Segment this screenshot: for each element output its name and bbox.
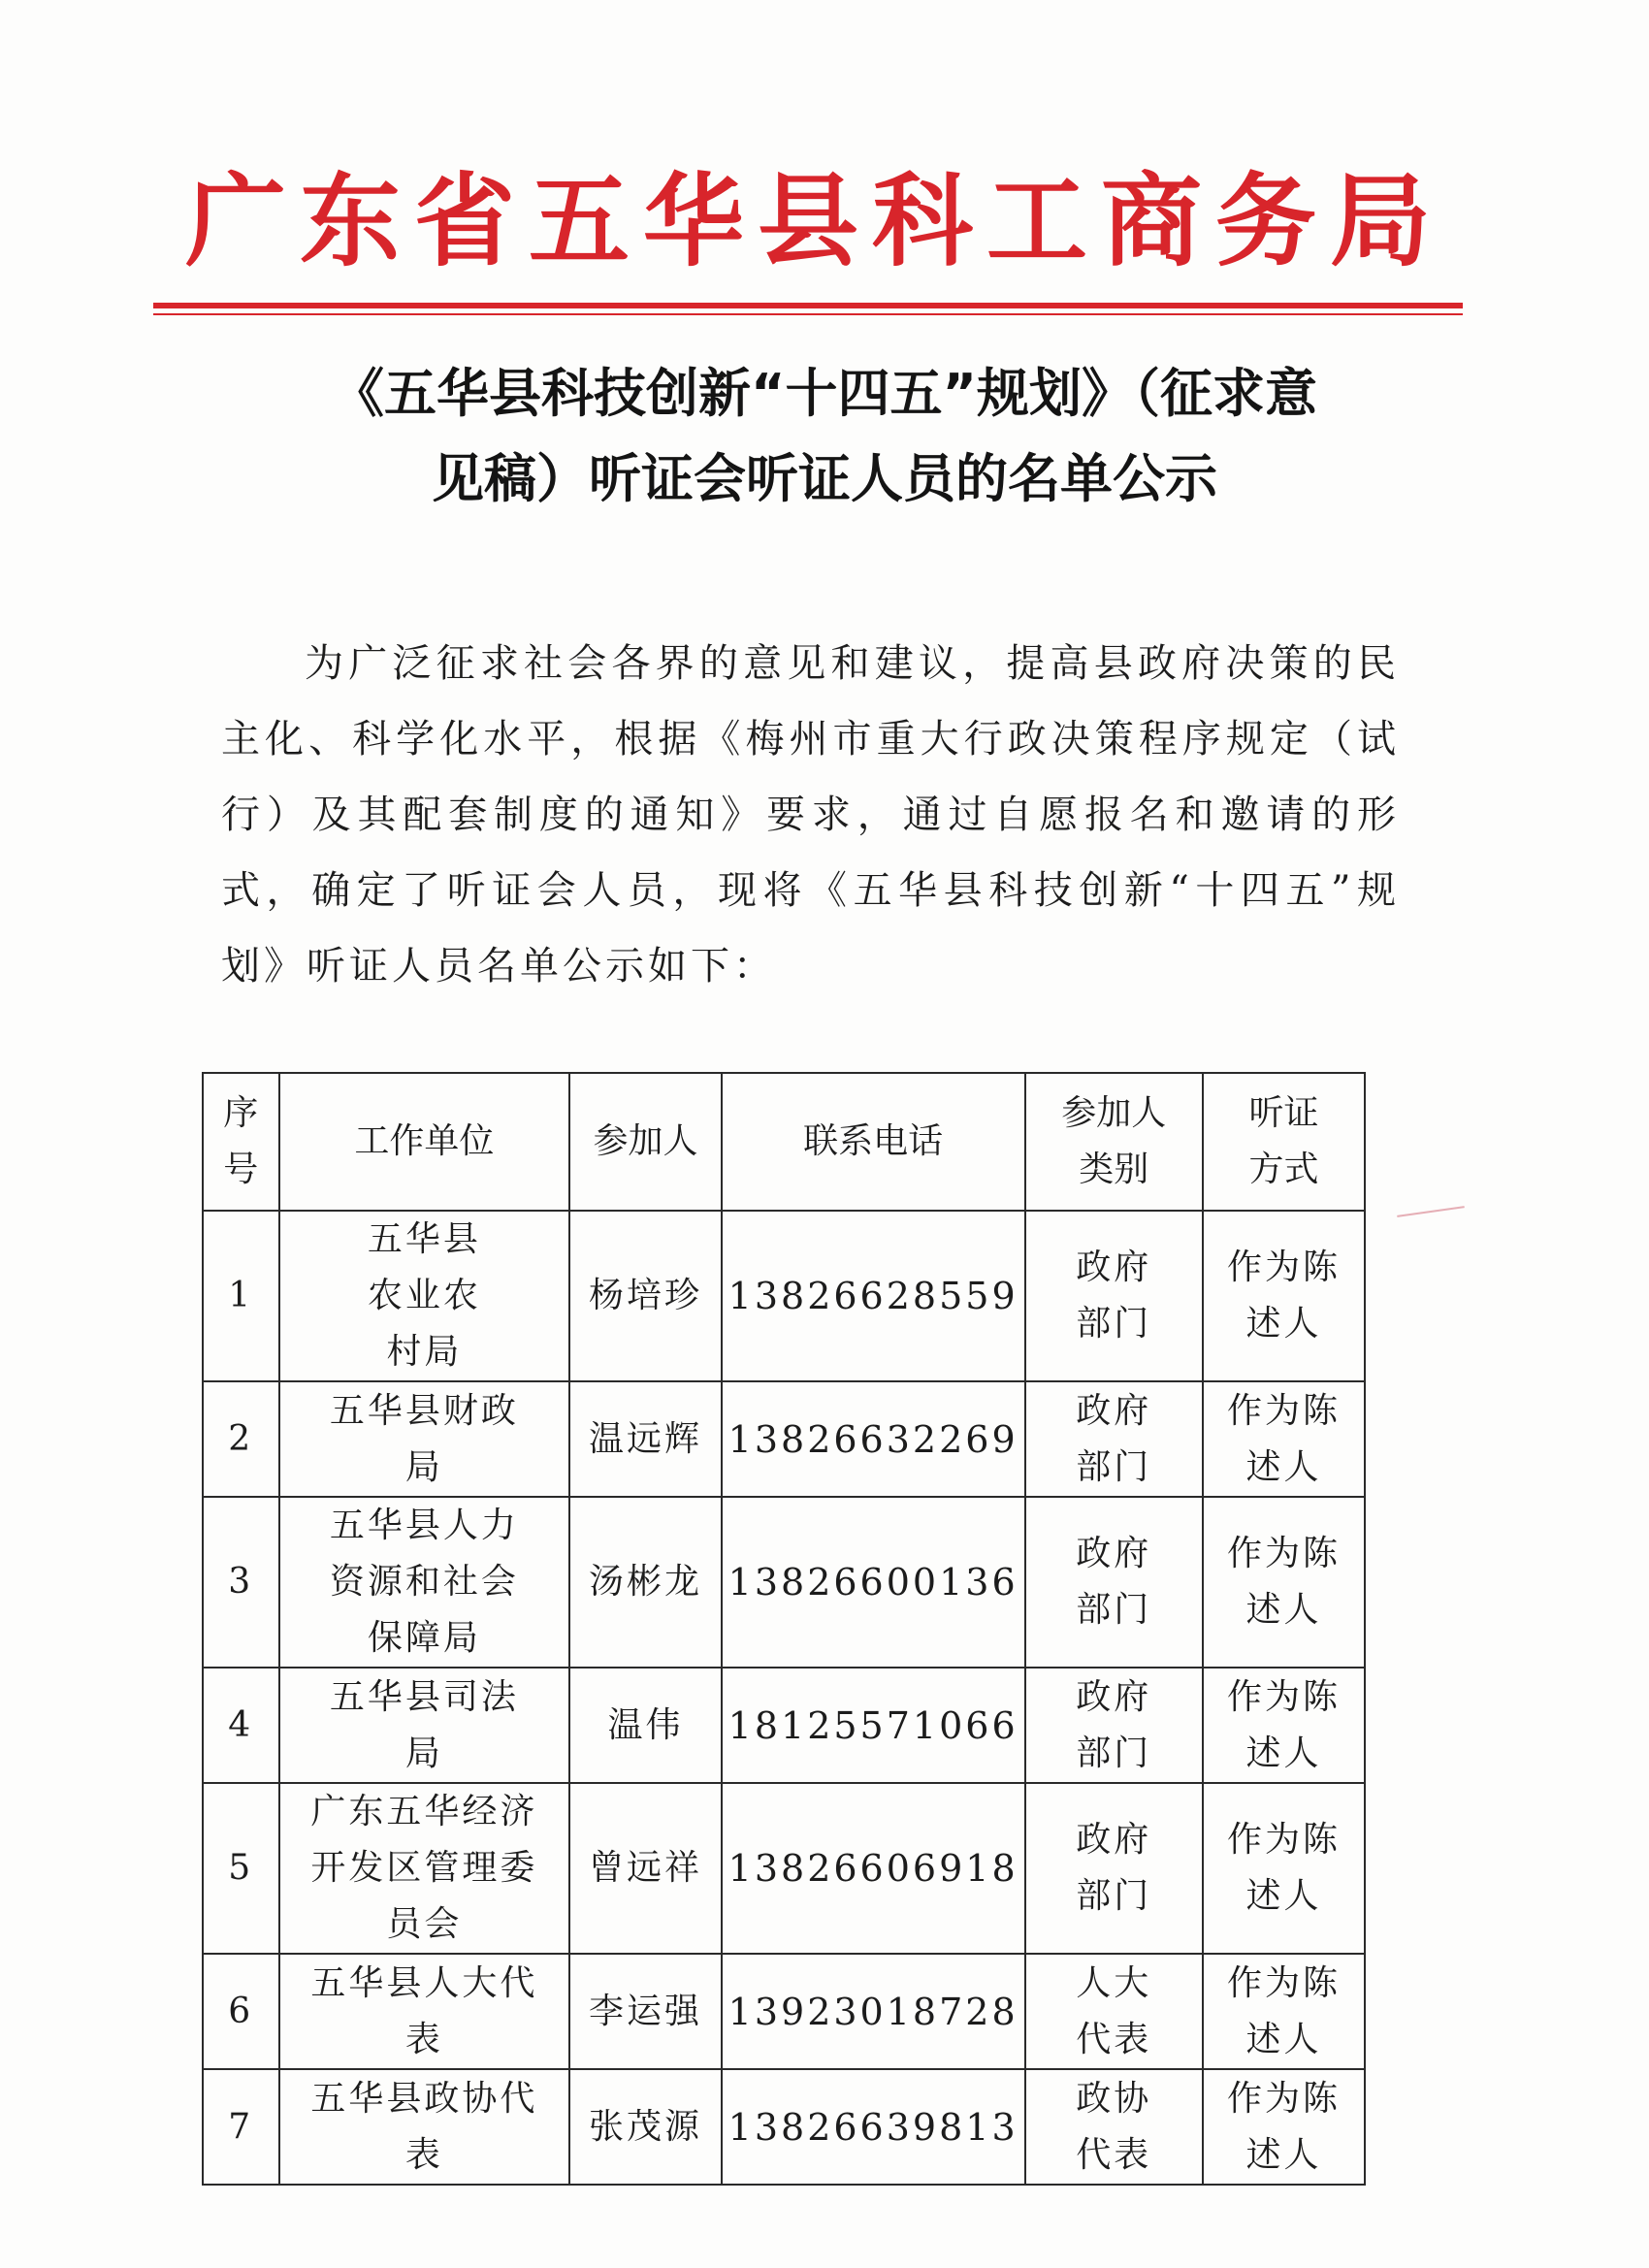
cell-name — [569, 1497, 721, 1668]
cell-name — [569, 1954, 721, 2069]
document-title — [213, 351, 1436, 522]
cell-name-text: 张茂源 — [589, 2106, 703, 2147]
cell-type — [1025, 1783, 1203, 1954]
cell-no-text: 6 — [228, 1991, 254, 2031]
table-header-row — [203, 1073, 1365, 1211]
cell-phone-text: 13923018728 — [728, 1990, 1018, 2033]
cell-no — [203, 1668, 279, 1783]
cell-mode-text: 作为陈述人 — [1226, 1820, 1341, 1916]
cell-name-text: 汤彬龙 — [589, 1562, 703, 1602]
cell-org-text: 五华县政协代表 — [310, 2078, 538, 2175]
cell-type — [1025, 1211, 1203, 1381]
header-org: 工作单位 — [279, 1073, 570, 1211]
cell-phone-text: 18125571066 — [728, 1703, 1018, 1747]
table-row — [203, 1783, 1365, 1954]
cell-type-text: 政府部门 — [1076, 1247, 1152, 1344]
table-row — [203, 1497, 1365, 1668]
header-type — [1025, 1073, 1203, 1211]
cell-phone — [722, 1381, 1025, 1497]
pen-mark — [1397, 1206, 1465, 1217]
cell-name — [569, 2069, 721, 2185]
cell-phone-text: 13826628559 — [728, 1275, 1018, 1317]
table-row — [203, 2069, 1365, 2185]
cell-mode-text: 作为陈述人 — [1226, 1390, 1341, 1487]
header-type-label: 参加人类别 — [1061, 1093, 1167, 1189]
cell-mode-text: 作为陈述人 — [1226, 1247, 1341, 1344]
cell-no-text: 2 — [228, 1418, 254, 1459]
cell-phone-text: 13826600136 — [728, 1561, 1018, 1604]
cell-phone — [722, 1497, 1025, 1668]
table-row — [203, 1668, 1365, 1783]
cell-phone-text: 13826632269 — [728, 1417, 1018, 1461]
letterhead-rule-thick — [153, 303, 1463, 308]
header-phone: 联系电话 — [722, 1073, 1025, 1211]
document-title-line-1: 《五华县科技创新“十四五”规划》（征求意 — [332, 363, 1317, 424]
cell-mode-text: 作为陈述人 — [1226, 1962, 1341, 2059]
cell-org-text: 五华县人力资源和社会保障局 — [329, 1506, 519, 1658]
letterhead-rule-thin — [153, 313, 1463, 315]
cell-mode — [1203, 1783, 1365, 1954]
cell-type-text: 政府部门 — [1076, 1390, 1152, 1487]
table-body — [203, 1211, 1365, 2185]
cell-org-text: 五华县财政局 — [329, 1390, 519, 1487]
cell-mode — [1203, 2069, 1365, 2185]
cell-org — [279, 1381, 570, 1497]
cell-no — [203, 1497, 279, 1668]
cell-org-text: 广东五华经济开发区管理委员会 — [310, 1792, 538, 1944]
cell-type — [1025, 2069, 1203, 2185]
cell-name — [569, 1381, 721, 1497]
cell-org — [279, 1954, 570, 2069]
cell-name-text: 杨培珍 — [589, 1276, 703, 1315]
cell-type-text: 政府部门 — [1076, 1676, 1152, 1773]
cell-no-text: 5 — [228, 1848, 254, 1888]
cell-phone-text: 13826606918 — [728, 1847, 1018, 1890]
cell-org — [279, 1211, 570, 1381]
cell-type — [1025, 1954, 1203, 2069]
cell-no — [203, 2069, 279, 2185]
cell-phone — [722, 1783, 1025, 1954]
cell-phone — [722, 1211, 1025, 1381]
cell-phone — [722, 2069, 1025, 2185]
header-no — [203, 1073, 279, 1211]
cell-mode — [1203, 1954, 1365, 2069]
cell-type-text: 政府部门 — [1076, 1820, 1152, 1916]
cell-org — [279, 1668, 570, 1783]
cell-mode-text: 作为陈述人 — [1226, 2078, 1341, 2175]
cell-no-text: 1 — [228, 1276, 254, 1315]
table-row — [203, 1381, 1365, 1497]
table-row — [203, 1954, 1365, 2069]
cell-no-text: 7 — [228, 2106, 254, 2147]
cell-mode — [1203, 1497, 1365, 1668]
cell-no — [203, 1381, 279, 1497]
cell-type-text: 政府部门 — [1076, 1534, 1152, 1630]
cell-type-text: 人大代表 — [1076, 1962, 1152, 2059]
cell-mode — [1203, 1381, 1365, 1497]
cell-org-text: 五华县农业农村局 — [367, 1219, 481, 1372]
cell-org-text: 五华县司法局 — [329, 1676, 519, 1773]
cell-name — [569, 1783, 721, 1954]
cell-name-text: 温远辉 — [589, 1418, 703, 1459]
cell-mode — [1203, 1211, 1365, 1381]
header-mode-label: 听证方式 — [1248, 1093, 1319, 1189]
cell-type — [1025, 1497, 1203, 1668]
cell-name — [569, 1211, 721, 1381]
letterhead-org-name: 广东省五华县科工商务局 — [184, 162, 1444, 280]
header-name: 参加人 — [569, 1073, 721, 1211]
document-title-line-2: 见稿）听证会听证人员的名单公示 — [432, 448, 1217, 509]
cell-no — [203, 1211, 279, 1381]
cell-type-text: 政协代表 — [1076, 2078, 1152, 2175]
cell-org — [279, 1497, 570, 1668]
cell-name — [569, 1668, 721, 1783]
cell-phone-text: 13826639813 — [728, 2105, 1018, 2149]
cell-name-text: 李运强 — [589, 1991, 703, 2031]
header-no-label: 序号 — [223, 1093, 259, 1189]
cell-name-text: 曾远祥 — [589, 1848, 703, 1888]
cell-type — [1025, 1381, 1203, 1497]
cell-name-text: 温伟 — [607, 1704, 684, 1745]
cell-mode — [1203, 1668, 1365, 1783]
cell-no-text: 4 — [228, 1704, 254, 1745]
cell-phone — [722, 1954, 1025, 2069]
cell-phone — [722, 1668, 1025, 1783]
cell-type — [1025, 1668, 1203, 1783]
hearing-participants-table — [202, 1072, 1366, 2186]
body-paragraph: 为广泛征求社会各界的意见和建议，提高县政府决策的民主化、科学化水平，根据《梅州市重大行政决策程序规定（试行）及其配套制度的通知》要求，通过自愿报名和邀请的形式，确定了听证会人员，现将《五华县科技创新“十四五”规划》听证人员名单公示如下： — [221, 641, 1400, 988]
cell-org — [279, 1783, 570, 1954]
cell-no — [203, 1954, 279, 2069]
cell-no-text: 3 — [228, 1562, 254, 1602]
cell-org — [279, 2069, 570, 2185]
table-row — [203, 1211, 1365, 1381]
cell-mode-text: 作为陈述人 — [1226, 1534, 1341, 1630]
cell-org-text: 五华县人大代表 — [310, 1962, 538, 2059]
cell-mode-text: 作为陈述人 — [1226, 1676, 1341, 1773]
header-mode — [1203, 1073, 1365, 1211]
cell-no — [203, 1783, 279, 1954]
